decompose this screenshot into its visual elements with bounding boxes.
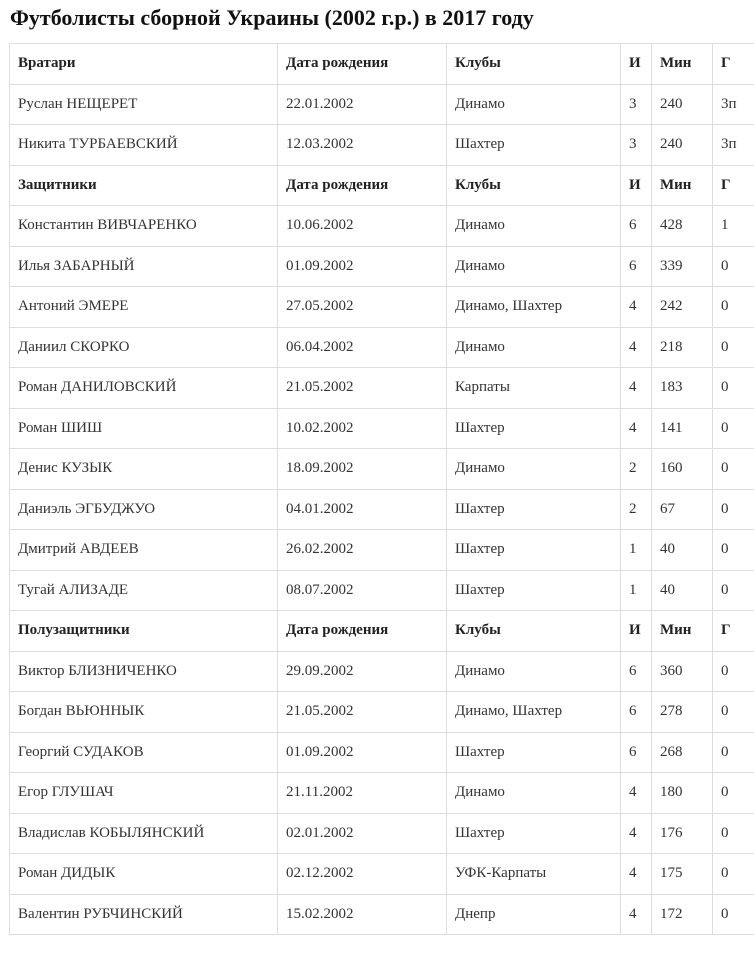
player-clubs: Динамо	[447, 773, 621, 814]
table-row	[10, 206, 754, 247]
player-name: Даниил СКОРКО	[10, 327, 278, 368]
table-row	[10, 125, 754, 166]
player-name: Илья ЗАБАРНЫЙ	[10, 246, 278, 287]
player-minutes: 428	[652, 206, 713, 247]
table-row	[10, 692, 754, 733]
table-row	[10, 408, 754, 449]
player-goals: 0	[713, 287, 754, 328]
player-minutes: 183	[652, 368, 713, 409]
player-goals: 0	[713, 246, 754, 287]
table-row	[10, 327, 754, 368]
player-clubs: УФК-Карпаты	[447, 854, 621, 895]
page-title: Футболисты сборной Украины (2002 г.р.) в 2017 году	[10, 5, 534, 30]
player-minutes: 176	[652, 813, 713, 854]
player-name: Валентин РУБЧИНСКИЙ	[10, 894, 278, 935]
player-name: Руслан НЕЩЕРЕТ	[10, 84, 278, 125]
player-goals: 0	[713, 449, 754, 490]
player-games: 4	[621, 408, 652, 449]
table-row	[10, 773, 754, 814]
player-goals: 0	[713, 489, 754, 530]
player-birth-date: 22.01.2002	[278, 84, 447, 125]
player-minutes: 40	[652, 530, 713, 571]
player-games: 6	[621, 206, 652, 247]
player-goals: 0	[713, 813, 754, 854]
player-birth-date: 06.04.2002	[278, 327, 447, 368]
player-clubs: Динамо	[447, 246, 621, 287]
table-row	[10, 813, 754, 854]
player-goals: 0	[713, 894, 754, 935]
player-birth-date: 01.09.2002	[278, 732, 447, 773]
player-clubs: Шахтер	[447, 125, 621, 166]
player-games: 6	[621, 692, 652, 733]
column-header-minutes: Мин	[652, 611, 713, 652]
player-clubs: Шахтер	[447, 813, 621, 854]
player-clubs: Шахтер	[447, 408, 621, 449]
player-clubs: Динамо, Шахтер	[447, 692, 621, 733]
column-header-minutes: Мин	[652, 44, 713, 85]
table-row	[10, 854, 754, 895]
player-goals: 0	[713, 570, 754, 611]
player-name: Даниэль ЭГБУДЖУО	[10, 489, 278, 530]
table-row	[10, 287, 754, 328]
section-header-row	[10, 44, 754, 85]
column-header-goals: Г	[713, 611, 754, 652]
player-clubs: Динамо	[447, 84, 621, 125]
column-header-minutes: Мин	[652, 165, 713, 206]
section-position-header: Вратари	[10, 44, 278, 85]
player-name: Антоний ЭМЕРЕ	[10, 287, 278, 328]
player-goals: 0	[713, 692, 754, 733]
player-birth-date: 15.02.2002	[278, 894, 447, 935]
player-clubs: Динамо, Шахтер	[447, 287, 621, 328]
player-minutes: 67	[652, 489, 713, 530]
player-games: 2	[621, 489, 652, 530]
column-header-clubs: Клубы	[447, 44, 621, 85]
table-row	[10, 449, 754, 490]
player-goals: 3п	[713, 125, 754, 166]
column-header-games: И	[621, 44, 652, 85]
player-clubs: Шахтер	[447, 530, 621, 571]
player-goals: 0	[713, 651, 754, 692]
player-minutes: 278	[652, 692, 713, 733]
player-goals: 0	[713, 773, 754, 814]
column-header-goals: Г	[713, 165, 754, 206]
player-minutes: 218	[652, 327, 713, 368]
player-games: 6	[621, 651, 652, 692]
table-row	[10, 84, 754, 125]
player-name: Владислав КОБЫЛЯНСКИЙ	[10, 813, 278, 854]
player-birth-date: 10.02.2002	[278, 408, 447, 449]
player-games: 4	[621, 368, 652, 409]
player-minutes: 175	[652, 854, 713, 895]
column-header-games: И	[621, 611, 652, 652]
player-name: Дмитрий АВДЕЕВ	[10, 530, 278, 571]
player-birth-date: 21.05.2002	[278, 368, 447, 409]
player-name: Константин ВИВЧАРЕНКО	[10, 206, 278, 247]
player-name: Тугай АЛИЗАДЕ	[10, 570, 278, 611]
player-minutes: 180	[652, 773, 713, 814]
player-birth-date: 01.09.2002	[278, 246, 447, 287]
player-games: 4	[621, 813, 652, 854]
player-games: 3	[621, 125, 652, 166]
player-games: 4	[621, 327, 652, 368]
player-games: 4	[621, 894, 652, 935]
player-minutes: 240	[652, 84, 713, 125]
player-birth-date: 21.05.2002	[278, 692, 447, 733]
player-games: 4	[621, 854, 652, 895]
player-minutes: 242	[652, 287, 713, 328]
section-position-header: Защитники	[10, 165, 278, 206]
player-minutes: 339	[652, 246, 713, 287]
table-row	[10, 368, 754, 409]
player-birth-date: 08.07.2002	[278, 570, 447, 611]
player-name: Богдан ВЬЮННЫК	[10, 692, 278, 733]
player-games: 1	[621, 570, 652, 611]
column-header-clubs: Клубы	[447, 611, 621, 652]
player-minutes: 268	[652, 732, 713, 773]
column-header-birth-date: Дата рождения	[278, 165, 447, 206]
player-goals: 3п	[713, 84, 754, 125]
player-clubs: Динамо	[447, 327, 621, 368]
player-clubs: Днепр	[447, 894, 621, 935]
player-games: 6	[621, 246, 652, 287]
table-row	[10, 489, 754, 530]
table-row	[10, 732, 754, 773]
player-minutes: 141	[652, 408, 713, 449]
player-name: Егор ГЛУШАЧ	[10, 773, 278, 814]
player-birth-date: 29.09.2002	[278, 651, 447, 692]
players-table	[9, 43, 754, 935]
player-games: 1	[621, 530, 652, 571]
player-birth-date: 02.12.2002	[278, 854, 447, 895]
player-name: Роман ДАНИЛОВСКИЙ	[10, 368, 278, 409]
player-name: Роман ДИДЫК	[10, 854, 278, 895]
column-header-clubs: Клубы	[447, 165, 621, 206]
column-header-games: И	[621, 165, 652, 206]
player-name: Никита ТУРБАЕВСКИЙ	[10, 125, 278, 166]
player-name: Денис КУЗЫК	[10, 449, 278, 490]
table-row	[10, 651, 754, 692]
table-row	[10, 570, 754, 611]
player-clubs: Динамо	[447, 449, 621, 490]
player-goals: 0	[713, 368, 754, 409]
player-clubs: Шахтер	[447, 570, 621, 611]
player-birth-date: 04.01.2002	[278, 489, 447, 530]
player-clubs: Шахтер	[447, 489, 621, 530]
column-header-birth-date: Дата рождения	[278, 44, 447, 85]
column-header-birth-date: Дата рождения	[278, 611, 447, 652]
player-birth-date: 10.06.2002	[278, 206, 447, 247]
player-minutes: 240	[652, 125, 713, 166]
player-games: 2	[621, 449, 652, 490]
player-birth-date: 26.02.2002	[278, 530, 447, 571]
table-row	[10, 530, 754, 571]
section-position-header: Полузащитники	[10, 611, 278, 652]
player-goals: 1	[713, 206, 754, 247]
player-goals: 0	[713, 408, 754, 449]
player-birth-date: 18.09.2002	[278, 449, 447, 490]
section-header-row	[10, 165, 754, 206]
player-goals: 0	[713, 327, 754, 368]
player-birth-date: 12.03.2002	[278, 125, 447, 166]
players-table-body	[10, 44, 754, 935]
player-goals: 0	[713, 854, 754, 895]
player-games: 4	[621, 287, 652, 328]
table-row	[10, 246, 754, 287]
player-minutes: 360	[652, 651, 713, 692]
player-birth-date: 02.01.2002	[278, 813, 447, 854]
player-minutes: 172	[652, 894, 713, 935]
player-name: Георгий СУДАКОВ	[10, 732, 278, 773]
player-games: 3	[621, 84, 652, 125]
player-clubs: Шахтер	[447, 732, 621, 773]
section-header-row	[10, 611, 754, 652]
player-name: Роман ШИШ	[10, 408, 278, 449]
player-minutes: 40	[652, 570, 713, 611]
player-games: 6	[621, 732, 652, 773]
player-birth-date: 27.05.2002	[278, 287, 447, 328]
player-goals: 0	[713, 530, 754, 571]
player-name: Виктор БЛИЗНИЧЕНКО	[10, 651, 278, 692]
table-row	[10, 894, 754, 935]
player-clubs: Карпаты	[447, 368, 621, 409]
column-header-goals: Г	[713, 44, 754, 85]
player-clubs: Динамо	[447, 651, 621, 692]
player-birth-date: 21.11.2002	[278, 773, 447, 814]
player-goals: 0	[713, 732, 754, 773]
player-games: 4	[621, 773, 652, 814]
player-clubs: Динамо	[447, 206, 621, 247]
player-minutes: 160	[652, 449, 713, 490]
